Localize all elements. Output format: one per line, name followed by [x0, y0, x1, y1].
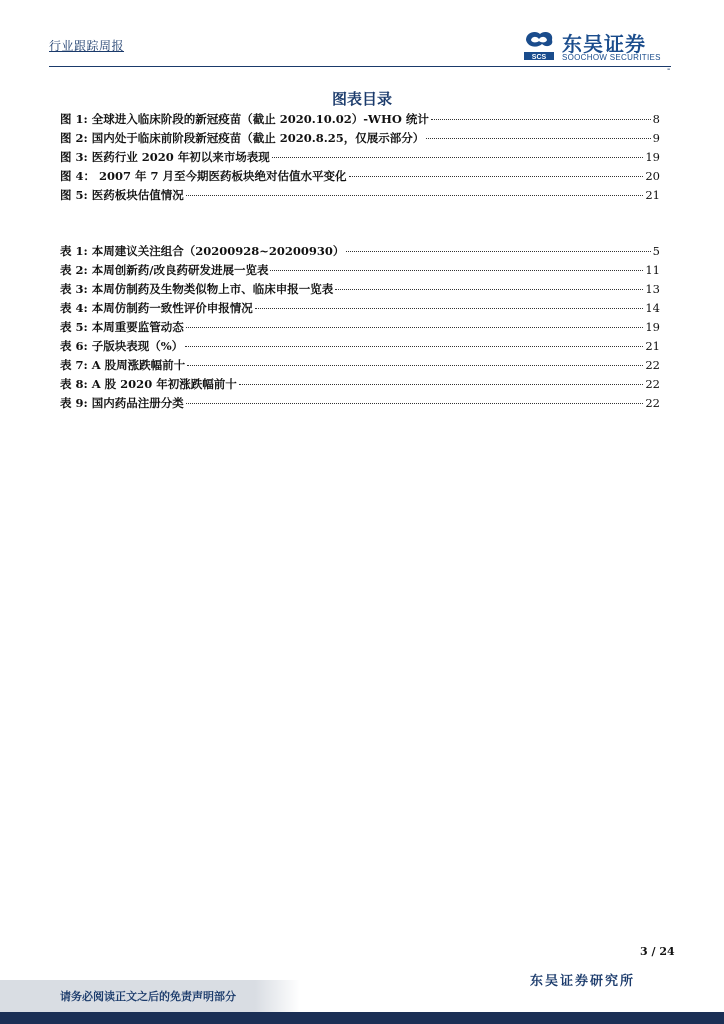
toc-table-entry-label: 表 6: 子版块表现（%） — [60, 339, 184, 353]
toc-figure-entry-page: 20 — [645, 169, 660, 183]
dot-leader — [187, 365, 643, 366]
toc-table-entry-label: 表 5: 本周重要监管动态 — [60, 320, 184, 334]
dot-leader — [186, 195, 644, 196]
footer-bar — [0, 1012, 724, 1024]
toc-table-entry[interactable] — [60, 281, 660, 300]
dot-leader — [272, 157, 644, 158]
toc-table-entry-page: 13 — [645, 282, 660, 296]
toc-table-entry-label: 表 3: 本周仿制药及生物类似物上市、临床申报一览表 — [60, 282, 334, 296]
toc-table-entry-label: 表 4: 本周仿制药一致性评价申报情况 — [60, 301, 253, 315]
figure-list — [60, 111, 660, 206]
toc-table-entry[interactable] — [60, 376, 660, 395]
toc-table-entry-label: 表 2: 本周创新药/改良药研发进展一览表 — [60, 263, 269, 277]
toc-table-entry-page: 21 — [645, 339, 660, 353]
dot-leader — [349, 176, 644, 177]
toc-table-entry-label: 表 8: A 股 2020 年初涨跌幅前十 — [60, 377, 237, 391]
toc-table-entry-page: 22 — [645, 358, 660, 372]
toc-figure-entry[interactable] — [60, 149, 660, 168]
toc-figure-entry-label: 图 5: 医药板块估值情况 — [60, 188, 184, 202]
footer-disclaimer: 请务必阅读正文之后的免责声明部分 — [60, 990, 236, 1003]
toc-table-entry-page: 22 — [645, 377, 660, 391]
toc-figure-entry-page: 19 — [645, 150, 660, 164]
report-type-label: 行业跟踪周报 — [49, 39, 125, 53]
header-divider — [49, 66, 671, 67]
logo-chinese-name: 东吴证券 — [562, 32, 646, 56]
toc-figure-entry[interactable] — [60, 111, 660, 130]
toc-figure-entry-page: 8 — [652, 112, 660, 126]
logo-mark-icon — [520, 26, 558, 62]
table-list — [60, 243, 660, 414]
logo-english-name: SOOCHOW SECURITIES — [562, 53, 661, 62]
toc-figure-entry-page: 9 — [652, 131, 660, 145]
dot-leader — [186, 327, 644, 328]
toc-table-entry-page: 22 — [645, 396, 660, 410]
page-number: 3 / 24 — [640, 945, 675, 958]
toc-figure-entry-page: 21 — [645, 188, 660, 202]
logo-mark-text: SCS — [531, 54, 547, 61]
header-dash: - — [667, 64, 671, 75]
dot-leader — [270, 270, 643, 271]
footer-organization: 东吴证券研究所 — [530, 974, 636, 989]
dot-leader — [239, 384, 644, 385]
dot-leader — [346, 251, 650, 252]
dot-leader — [185, 346, 643, 347]
toc-figure-entry-label: 图 3: 医药行业 2020 年初以来市场表现 — [60, 150, 270, 164]
toc-table-entry-page: 11 — [645, 263, 660, 277]
toc-table-entry-label: 表 7: A 股周涨跌幅前十 — [60, 358, 186, 372]
toc-table-entry-page: 5 — [652, 244, 660, 258]
toc-figure-entry-label: 图 2: 国内处于临床前阶段新冠疫苗（截止 2020.8.25，仅展示部分） — [60, 131, 425, 145]
toc-table-entry-page: 14 — [645, 301, 660, 315]
toc-figure-entry[interactable] — [60, 187, 660, 206]
dot-leader — [426, 138, 650, 139]
dot-leader — [431, 119, 651, 120]
toc-table-entry-label: 表 9: 国内药品注册分类 — [60, 396, 184, 410]
dot-leader — [255, 308, 644, 309]
toc-figure-entry[interactable] — [60, 168, 660, 187]
toc-title: 图表目录 — [331, 90, 392, 108]
toc-table-entry-label: 表 1: 本周建议关注组合（20200928~20200930） — [60, 244, 345, 258]
toc-table-entry[interactable] — [60, 262, 660, 281]
company-logo — [520, 26, 670, 66]
toc-figure-entry[interactable] — [60, 130, 660, 149]
toc-figure-entry-label: 图 1: 全球进入临床阶段的新冠疫苗（截止 2020.10.02）-WHO 统计 — [60, 112, 429, 126]
toc-table-entry[interactable] — [60, 357, 660, 376]
dot-leader — [186, 403, 644, 404]
toc-table-entry[interactable] — [60, 319, 660, 338]
toc-table-entry[interactable] — [60, 300, 660, 319]
toc-table-entry[interactable] — [60, 338, 660, 357]
dot-leader — [335, 289, 643, 290]
toc-table-entry[interactable] — [60, 395, 660, 414]
toc-table-entry[interactable] — [60, 243, 660, 262]
toc-figure-entry-label: 图 4： 2007 年 7 月至今期医药板块绝对估值水平变化 — [60, 169, 347, 183]
toc-table-entry-page: 19 — [645, 320, 660, 334]
